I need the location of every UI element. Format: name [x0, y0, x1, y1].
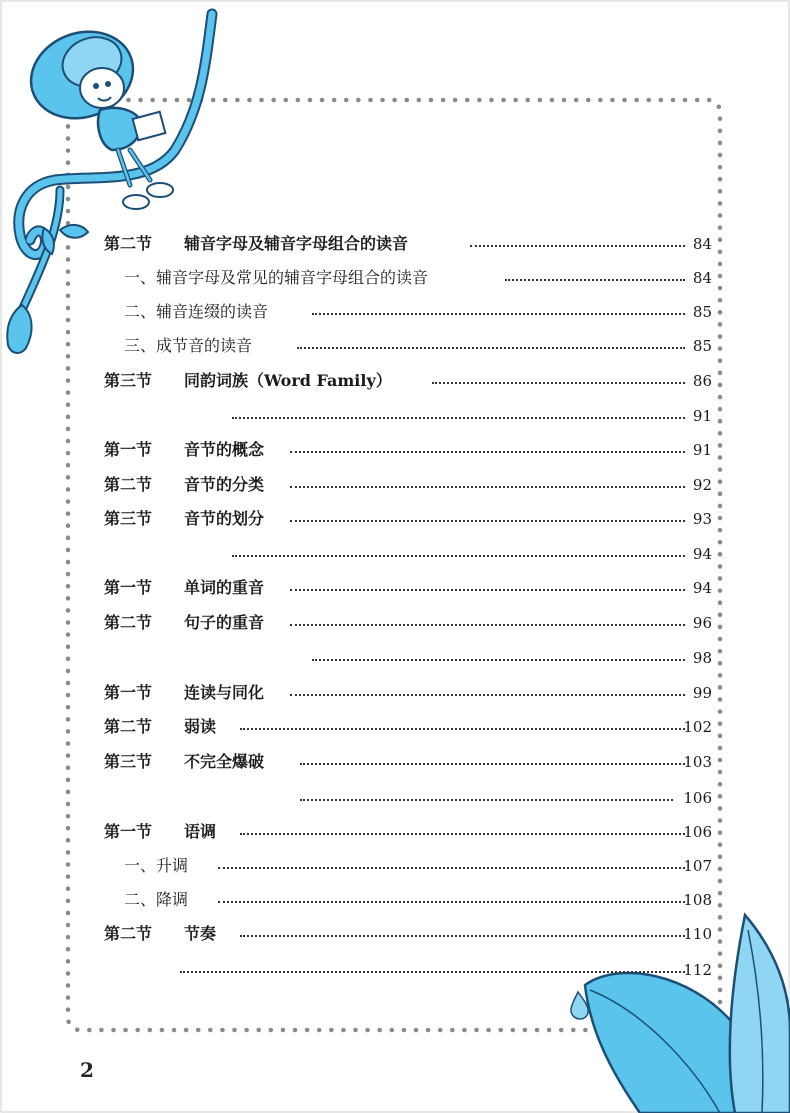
toc-entry	[0, 229, 790, 259]
toc-dot-leader	[300, 799, 673, 801]
toc-title: 弱读	[184, 717, 217, 736]
toc-dot-leader	[240, 935, 685, 937]
toc-title: 二、辅音连缀的读音	[124, 302, 269, 321]
toc-title: 不完全爆破	[184, 752, 265, 771]
toc-entry	[0, 401, 790, 431]
toc-dot-leader	[470, 245, 685, 247]
toc-entry	[0, 470, 790, 500]
toc-entry	[0, 747, 790, 777]
toc-title: 三、成节音的读音	[124, 336, 253, 355]
toc-section-label: 第三节	[104, 509, 153, 528]
toc-section-label: 第一节	[104, 440, 153, 459]
toc-page-number: 84	[692, 269, 712, 287]
toc-section-label: 第三节	[104, 371, 153, 390]
toc-title: 一、升调	[124, 856, 189, 875]
toc-dot-leader	[232, 417, 685, 419]
toc-dot-leader	[505, 279, 685, 281]
toc-title: 一、辅音字母及常见的辅音字母组合的读音	[124, 268, 429, 287]
toc-entry	[0, 643, 790, 673]
toc-section-label: 第二节	[104, 924, 153, 943]
toc-page-number: 91	[692, 441, 712, 459]
toc-entry	[0, 955, 790, 985]
toc-title: 辅音字母及辅音字母组合的读音	[184, 234, 409, 253]
toc-entry	[0, 297, 790, 327]
toc-page-number: 93	[692, 510, 712, 528]
toc-title: 音节的划分	[184, 509, 265, 528]
toc-dot-leader	[290, 624, 685, 626]
toc-entry	[0, 608, 790, 638]
toc-page-number: 94	[692, 579, 712, 597]
toc-dot-leader	[290, 451, 685, 453]
toc-page-number: 86	[692, 372, 712, 390]
toc-dot-leader	[297, 347, 685, 349]
toc-page-number: 106	[683, 823, 712, 841]
toc-entry	[0, 539, 790, 569]
toc-entry	[0, 678, 790, 708]
toc-entry	[0, 885, 790, 915]
toc-section-label: 第二节	[104, 717, 153, 736]
toc-title: 同韵词族（Word Family）	[184, 371, 392, 390]
toc-entry	[0, 263, 790, 293]
toc-title: 语调	[184, 822, 217, 841]
toc-dot-leader	[290, 486, 685, 488]
toc-dot-leader	[290, 520, 685, 522]
toc-page-number: 103	[683, 753, 712, 771]
toc-dot-leader	[312, 659, 685, 661]
toc-entry	[0, 817, 790, 847]
toc-dot-leader	[232, 555, 685, 557]
toc-dot-leader	[218, 867, 685, 869]
toc-dot-leader	[218, 901, 685, 903]
toc-entry	[0, 712, 790, 742]
toc-page-number: 106	[683, 789, 712, 807]
toc-title: 二、降调	[124, 890, 189, 909]
toc-section-label: 第三节	[104, 752, 153, 771]
toc-title: 单词的重音	[184, 578, 265, 597]
toc-dot-leader	[240, 728, 685, 730]
toc-entry	[0, 504, 790, 534]
toc-dot-leader	[312, 313, 685, 315]
toc-page-number: 91	[692, 407, 712, 425]
toc-entry	[0, 435, 790, 465]
toc-page-number: 92	[692, 476, 712, 494]
page-number: 2	[80, 1058, 94, 1082]
toc-entry	[0, 851, 790, 881]
toc-dot-leader	[290, 694, 685, 696]
toc-page-number: 107	[683, 857, 712, 875]
toc-section-label: 第二节	[104, 234, 153, 253]
toc-dot-leader	[290, 589, 685, 591]
toc-dot-leader	[300, 763, 685, 765]
toc-section-label: 第二节	[104, 613, 153, 632]
toc-title: 音节的分类	[184, 475, 265, 494]
toc-dot-leader	[432, 382, 685, 384]
toc-section-label: 第一节	[104, 578, 153, 597]
toc-title: 音节的概念	[184, 440, 265, 459]
toc-page-number: 85	[692, 337, 712, 355]
toc-section-label: 第一节	[104, 822, 153, 841]
toc-title: 节奏	[184, 924, 217, 943]
toc-section-label: 第一节	[104, 683, 153, 702]
toc-entry	[0, 783, 790, 813]
toc-page-number: 112	[683, 961, 712, 979]
toc-title: 连读与同化	[184, 683, 265, 702]
toc-page-number: 110	[683, 925, 712, 943]
toc-page-number: 99	[692, 684, 712, 702]
toc-page-number: 98	[692, 649, 712, 667]
toc-entry	[0, 331, 790, 361]
toc-page-number: 96	[692, 614, 712, 632]
toc-entry	[0, 366, 790, 396]
toc-entry	[0, 573, 790, 603]
toc-section-label: 第二节	[104, 475, 153, 494]
toc-page-number: 84	[692, 235, 712, 253]
toc-dot-leader	[180, 971, 685, 973]
toc-page-number: 108	[683, 891, 712, 909]
toc-dot-leader	[240, 833, 685, 835]
toc-title: 句子的重音	[184, 613, 265, 632]
toc-entry	[0, 919, 790, 949]
toc-page-number: 102	[683, 718, 712, 736]
toc-page-number: 94	[692, 545, 712, 563]
toc-page-number: 85	[692, 303, 712, 321]
